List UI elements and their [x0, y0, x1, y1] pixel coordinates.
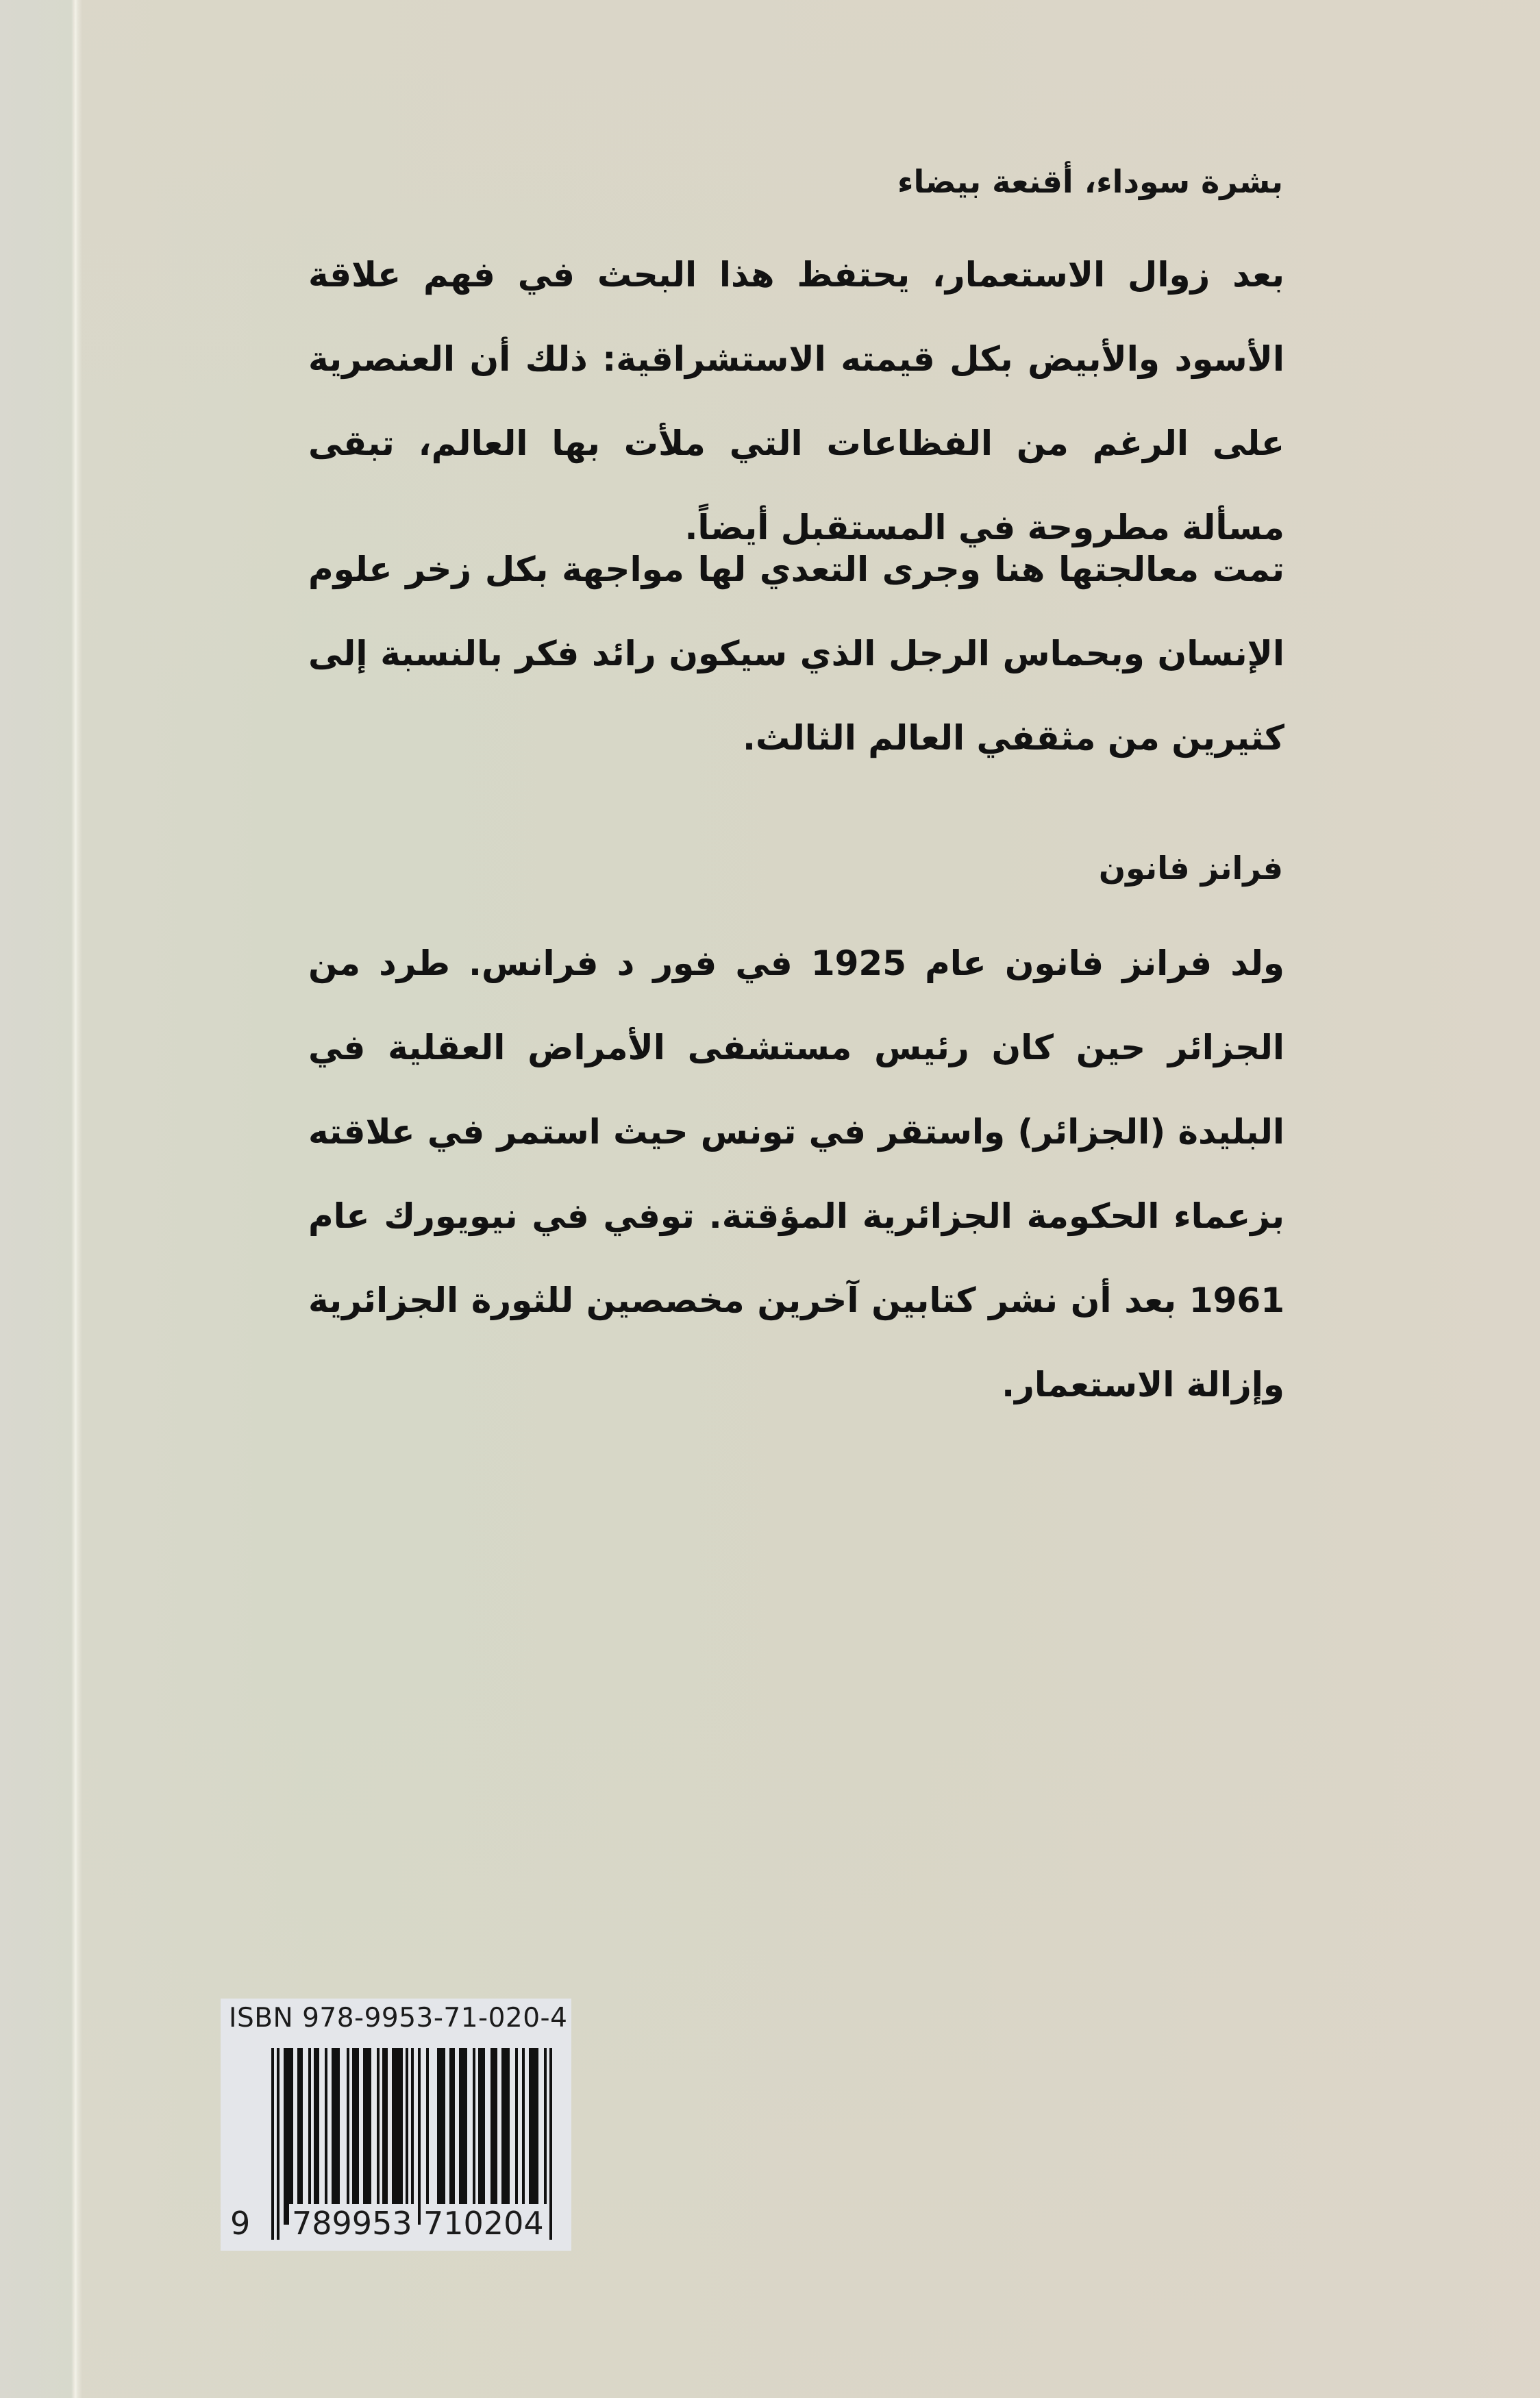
author-name-heading: فرانز فانون [1098, 850, 1283, 887]
front-flap-edge [0, 0, 73, 2398]
book-title: بشرة سوداء، أقنعة بيضاء [897, 163, 1283, 200]
description-paragraph-2: تمت معالجتها هنا وجرى التعدي لها مواجهة بكل زخر علوم الإنسان وبحماس الرجل الذي سيكون رائد فكر بالنسبة إلى كثيرين من مثقفي العالم الثالث. [308, 549, 1284, 758]
barcode-digit-first: 9 [230, 2205, 251, 2242]
barcode-digits-left: 789953 [289, 2204, 415, 2242]
author-biography: ولد فرانز فانون عام 1925 في فور د فرانس. طرد من الجزائر حين كان رئيس مستشفى الأمراض العقلية في البليدة (الجزائر) واستقر في تونس حيث استمر في علاقته بزعماء الحكومة الجزائرية المؤقتة. توفي في نيويورك عام 1961 بعد أن نشر كتابين آخرين مخصصين للثورة الجزائرية وإزالة الاستعمار. [308, 943, 1284, 1405]
isbn-barcode-label [221, 1999, 571, 2251]
barcode-digits-right: 710204 [421, 2204, 547, 2242]
isbn-number: ISBN 978-9953-71-020-4 [229, 2003, 568, 2034]
spine-crease [71, 0, 82, 2398]
description-paragraph-1: بعد زوال الاستعمار، يحتفظ هذا البحث في فهم علاقة الأسود والأبيض بكل قيمته الاستشراقية: ذلك أن العنصرية على الرغم من الفظاعات التي ملأت بها العالم، تبقى مسألة مطروحة في المستقبل أيضاً. [308, 255, 1284, 547]
